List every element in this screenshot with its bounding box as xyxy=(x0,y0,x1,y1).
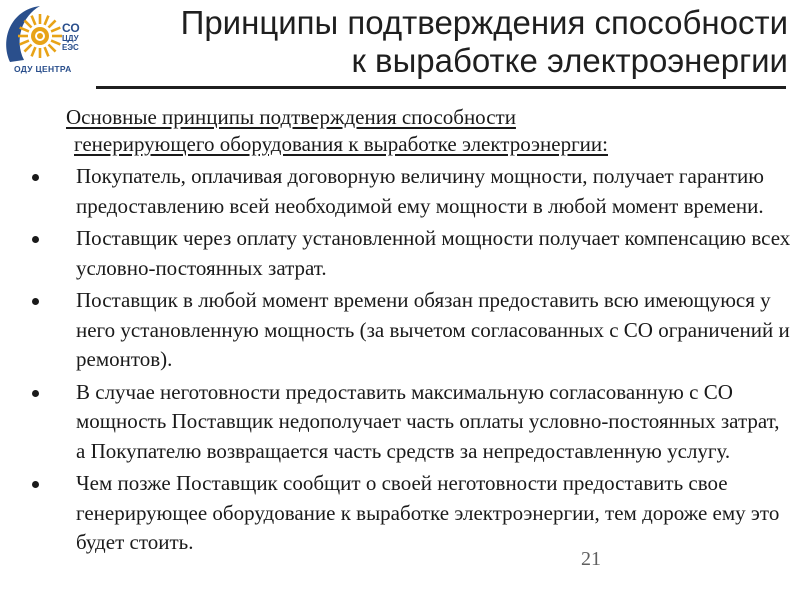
bullet-icon xyxy=(32,481,39,488)
bullet-item xyxy=(22,469,792,558)
bullet-text: Покупатель, оплачивая договорную величину мощности, получает гарантию предоставлению всей необходимой ему мощности в любой момент времени. xyxy=(76,164,764,218)
logo-caption: ОДУ ЦЕНТРА xyxy=(14,64,72,74)
intro-line-1: Основные принципы подтверждения способности xyxy=(66,105,516,129)
company-logo xyxy=(0,0,100,80)
bullet-item xyxy=(22,224,792,283)
title-divider xyxy=(96,86,786,89)
slide-title-line-2: к выработке электроэнергии xyxy=(351,42,788,79)
bullet-item xyxy=(22,162,792,221)
logo-letter-line: ЕЭС xyxy=(62,43,79,52)
logo-letter-line: СО xyxy=(62,21,80,35)
logo-letters xyxy=(62,22,80,52)
bullet-icon xyxy=(32,390,39,397)
intro-line-2: генерирующего оборудования к выработке электроэнергии: xyxy=(74,132,608,156)
logo-letter-line: ЦДУ xyxy=(62,34,79,43)
bullet-icon xyxy=(32,174,39,181)
slide-title-line-1: Принципы подтверждения способности xyxy=(180,4,788,41)
intro-heading xyxy=(66,104,786,158)
slide-title xyxy=(181,4,788,80)
bullet-text: Чем позже Поставщик сообщит о своей неготовности предоставить свое генерирующее оборудование к выработке электроэнергии, тем дороже ему это будет стоить. xyxy=(76,471,780,554)
bullet-icon xyxy=(32,298,39,305)
bullet-item xyxy=(22,286,792,375)
bullet-text: Поставщик через оплату установленной мощности получает компенсацию всех условно-постоянных затрат. xyxy=(76,226,791,280)
bullet-list xyxy=(22,162,792,561)
bullet-text: Поставщик в любой момент времени обязан предоставить всю имеющуюся у него установленную мощность (за вычетом согласованных с СО ограничений и ремонтов). xyxy=(76,288,790,371)
bullet-icon xyxy=(32,236,39,243)
page-number: 21 xyxy=(581,548,601,570)
bullet-text: В случае неготовности предоставить максимальную согласованную с СО мощность Поставщик недополучает часть оплаты условно-постоянных затрат, а Покупателю возвращается часть средств за непредоставленную услугу. xyxy=(76,379,780,463)
bullet-item xyxy=(22,378,792,467)
